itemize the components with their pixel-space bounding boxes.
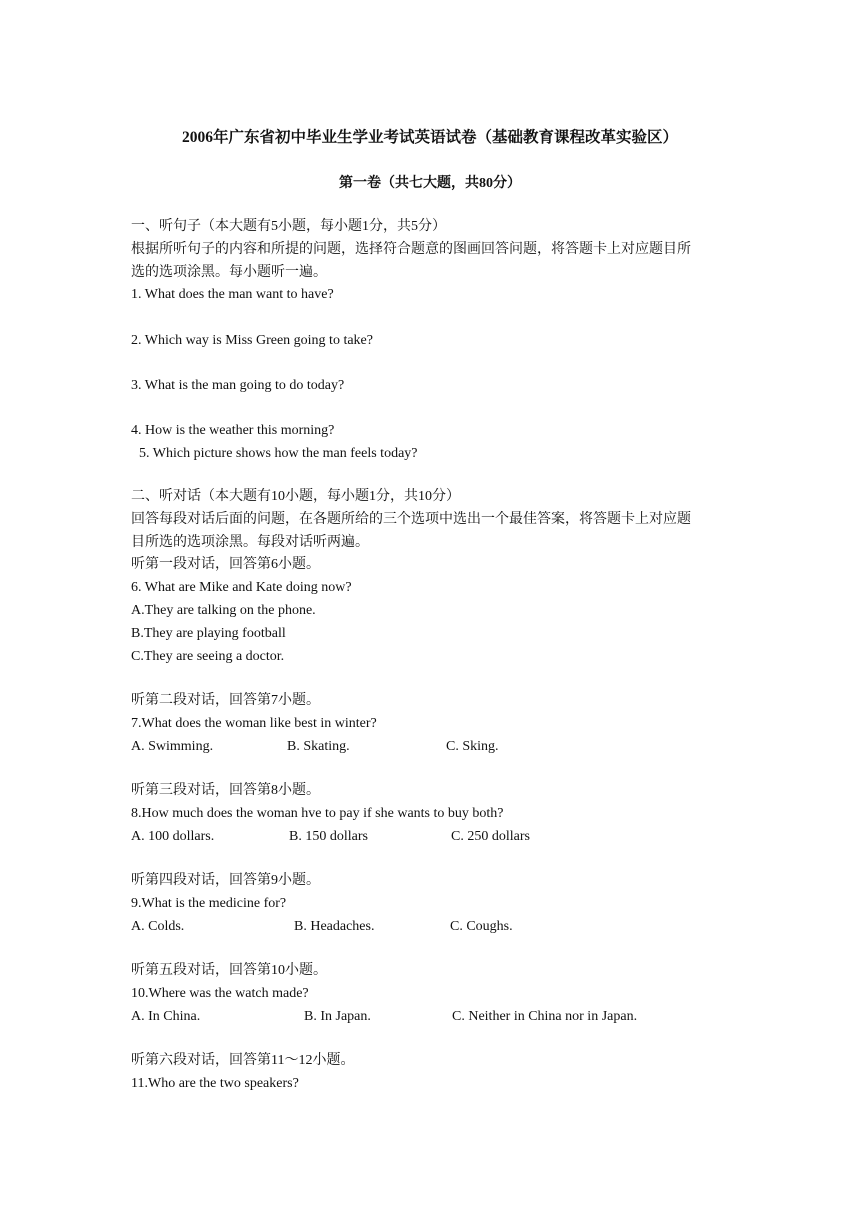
- question-7-option-a: A. Swimming.: [131, 739, 214, 754]
- question-10-option-c: C. Neither in China nor in Japan.: [452, 1009, 638, 1024]
- dialogue-3-instruction: 听第三段对话，回答第8小题。: [131, 783, 320, 798]
- question-5: 5. Which picture shows how the man feels today?: [139, 446, 418, 461]
- question-6: 6. What are Mike and Kate doing now?: [131, 580, 352, 595]
- question-6-option-a: A.They are talking on the phone.: [131, 603, 316, 618]
- question-8-option-b: B. 150 dollars: [289, 829, 368, 844]
- question-9-option-c: C. Coughs.: [450, 919, 513, 934]
- section1-heading: 一、听句子（本大题有5小题，每小题1分，共5分）: [131, 219, 446, 234]
- exam-title: 2006年广东省初中毕业生学业考试英语试卷（基础教育课程改革实验区）: [181, 129, 678, 146]
- section1-instruction-line1: 根据所听句子的内容和所提的问题，选择符合题意的图画回答问题，将答题卡上对应题目所: [131, 242, 691, 257]
- dialogue-4-instruction: 听第四段对话，回答第9小题。: [131, 873, 320, 888]
- section2-instruction-line1: 回答每段对话后面的问题，在各题所给的三个选项中选出一个最佳答案，将答题卡上对应题: [131, 512, 691, 527]
- question-4: 4. How is the weather this morning?: [131, 423, 335, 438]
- section2-heading: 二、听对话（本大题有10小题，每小题1分，共10分）: [131, 489, 460, 504]
- question-3: 3. What is the man going to do today?: [131, 378, 345, 393]
- question-6-option-c: C.They are seeing a doctor.: [131, 649, 285, 664]
- question-6-option-b: B.They are playing football: [131, 626, 286, 641]
- section1-instruction-line2: 选的选项涂黑。每小题听一遍。: [131, 265, 327, 280]
- dialogue-5-instruction: 听第五段对话，回答第10小题。: [131, 963, 327, 978]
- question-10: 10.Where was the watch made?: [131, 986, 309, 1001]
- section2-instruction-line2: 目所选的选项涂黑。每段对话听两遍。: [131, 535, 369, 550]
- dialogue-1-instruction: 听第一段对话，回答第6小题。: [131, 557, 320, 572]
- question-7: 7.What does the woman like best in winter?: [131, 716, 377, 731]
- question-7-option-c: C. Sking.: [446, 739, 499, 754]
- question-10-option-b: B. In Japan.: [304, 1009, 371, 1024]
- question-9-option-a: A. Colds.: [131, 919, 185, 934]
- question-9-option-b: B. Headaches.: [294, 919, 375, 934]
- question-8-option-a: A. 100 dollars.: [131, 829, 215, 844]
- question-8-option-c: C. 250 dollars: [451, 829, 530, 844]
- question-11: 11.Who are the two speakers?: [131, 1076, 299, 1091]
- question-7-option-b: B. Skating.: [287, 739, 350, 754]
- question-9: 9.What is the medicine for?: [131, 896, 287, 911]
- question-8: 8.How much does the woman hve to pay if she wants to buy both?: [131, 806, 504, 821]
- question-1: 1. What does the man want to have?: [131, 287, 334, 302]
- question-10-option-a: A. In China.: [131, 1009, 201, 1024]
- dialogue-6-instruction: 听第六段对话，回答第11～12小题。: [131, 1053, 355, 1068]
- paper-subtitle: 第一卷（共七大题，共80分）: [339, 176, 521, 191]
- dialogue-2-instruction: 听第二段对话，回答第7小题。: [131, 693, 320, 708]
- question-2: 2. Which way is Miss Green going to take?: [131, 333, 373, 348]
